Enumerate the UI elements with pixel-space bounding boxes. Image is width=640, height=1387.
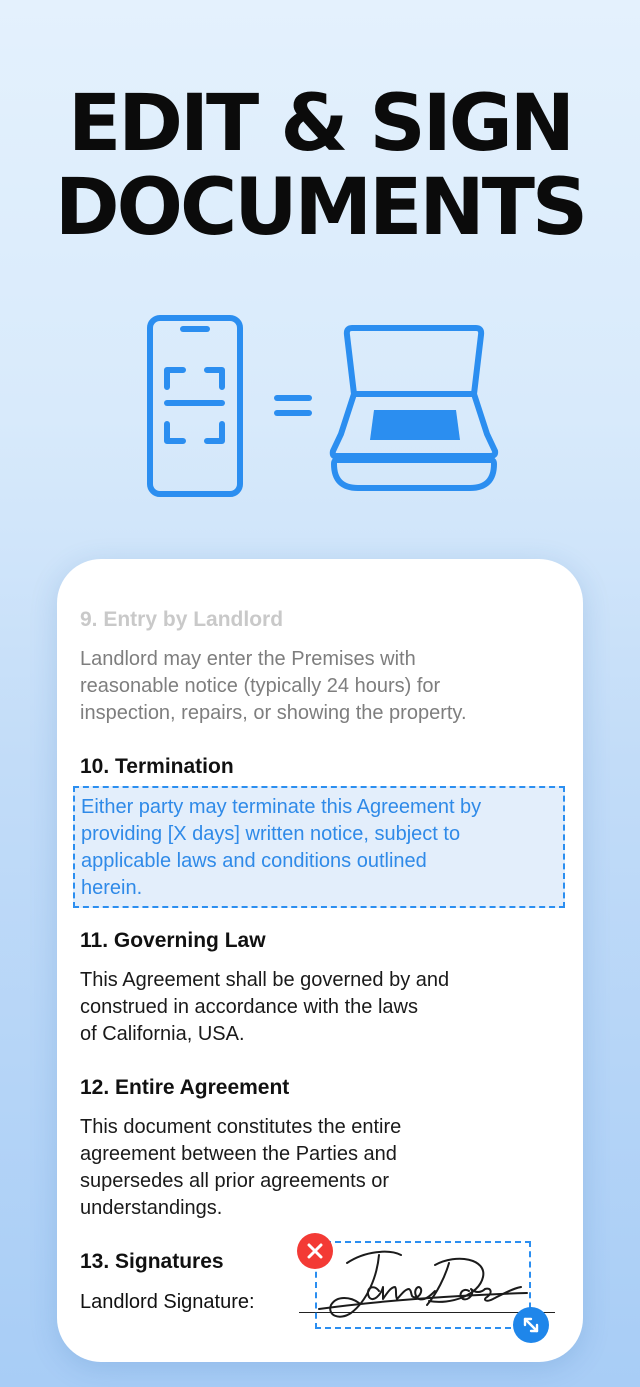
resize-diagonal-icon xyxy=(521,1315,541,1335)
flatbed-scanner-icon xyxy=(333,328,495,488)
document-card[interactable] xyxy=(57,559,583,1362)
section-12-title: 12. Entire Agreement xyxy=(80,1076,290,1099)
signature-field[interactable] xyxy=(315,1241,531,1329)
headline xyxy=(0,79,640,253)
selected-text-block[interactable] xyxy=(73,786,565,908)
phone-scanner-icon xyxy=(150,318,240,494)
resize-signature-handle[interactable] xyxy=(513,1307,549,1343)
section-11-body: This Agreement shall be governed by and construed in accordance with the laws of California, USA. xyxy=(80,969,450,1045)
handwritten-signature xyxy=(317,1243,529,1327)
headline-line-2: DOCUMENTS xyxy=(54,163,586,253)
section-10-body[interactable]: Either party may terminate this Agreement by providing [X days] written notice, subject to applicable laws and conditions outlined herein. xyxy=(81,796,482,899)
equals-icon xyxy=(277,398,309,413)
section-9-body: Landlord may enter the Premises with reasonable notice (typically 24 hours) for inspection, repairs, or showing the property. xyxy=(80,648,467,724)
section-11-title: 11. Governing Law xyxy=(80,929,266,952)
close-icon xyxy=(307,1243,323,1259)
section-10-title: 10. Termination xyxy=(80,755,234,778)
section-9-title: 9. Entry by Landlord xyxy=(80,608,284,631)
section-13-title: 13. Signatures xyxy=(80,1250,224,1273)
landlord-signature-label: Landlord Signature: xyxy=(80,1291,255,1313)
delete-signature-button[interactable] xyxy=(297,1233,333,1269)
section-12-body: This document constitutes the entire agreement between the Parties and supersedes all prior agreements or understandings. xyxy=(80,1116,402,1219)
headline-line-1: EDIT & SIGN xyxy=(67,79,573,169)
scanner-illustration xyxy=(0,312,640,502)
